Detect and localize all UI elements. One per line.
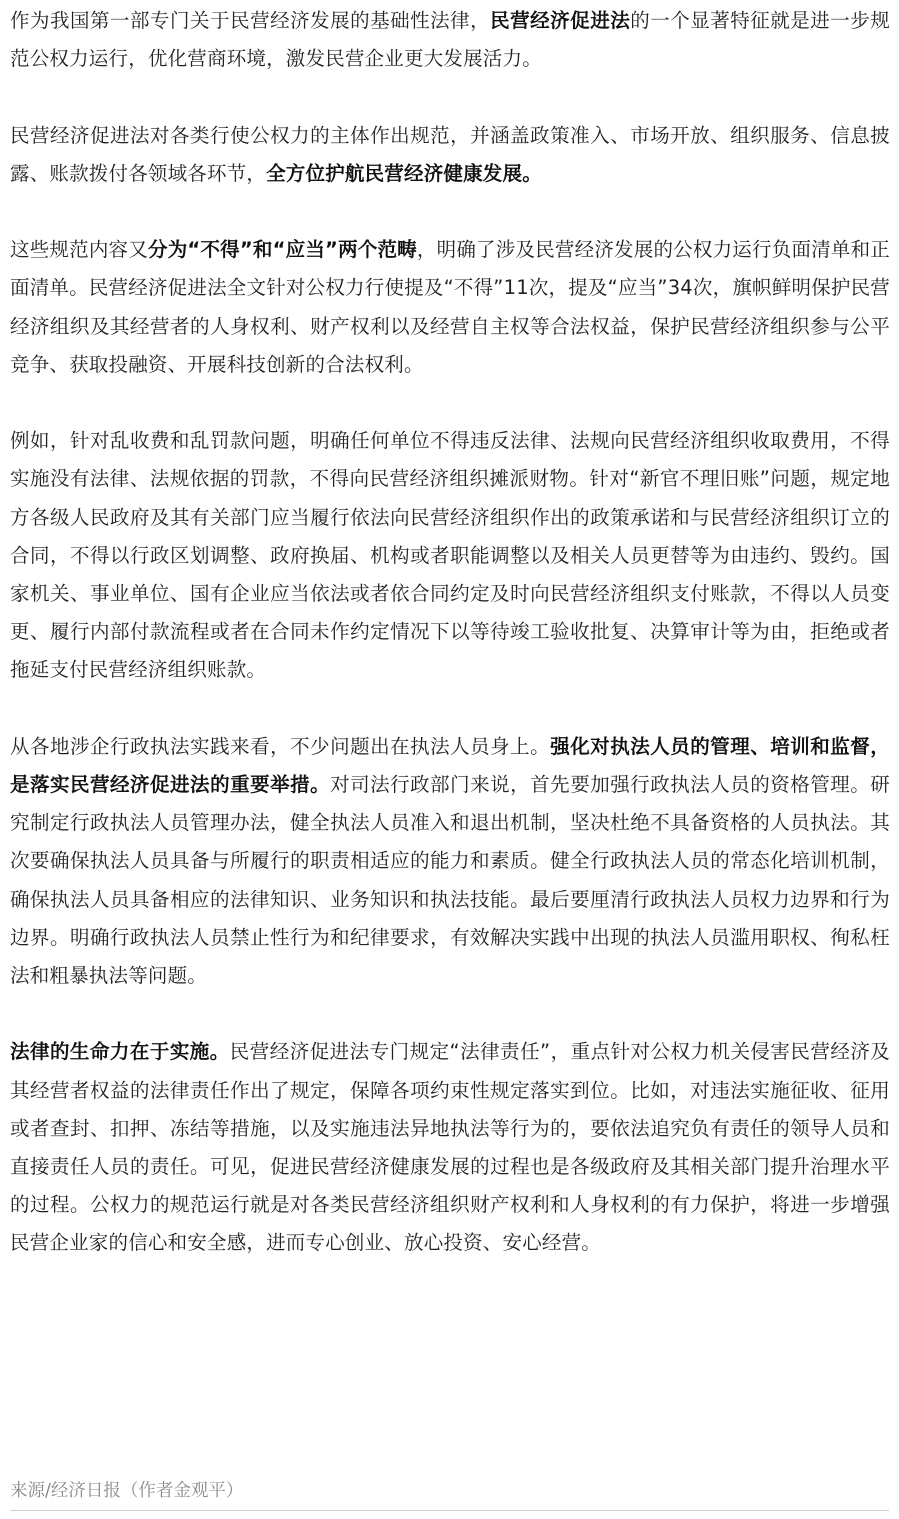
paragraph-4 — [10, 422, 890, 689]
paragraph-5-text-2: 对司法行政部门来说，首先要加强行政执法人员的资格管理。研究制定行政执法人员管理办法，健全执法人员准入和退出机制，坚决杜绝不具备资格的人员执法。其次要确保执法人员具备与所履行的职责相适应的能力和素质。健全行政执法人员的常态化培训机制，确保执法人员具备相应的法律知识、业务知识和执法技能。最后要厘清行政执法人员权力边界和行为边界。明确行政执法人员禁止性行为和纪律要求，有效解决实践中出现的执法人员滥用职权、徇私枉法和粗暴执法等问题。 — [10, 773, 890, 988]
paragraph-4-text-1: 例如，针对乱收费和乱罚款问题，明确任何单位不得违反法律、法规向民营经济组织收取费用，不得实施没有法律、法规依据的罚款，不得向民营经济组织摊派财物。针对“新官不理旧账”问题，规定地方各级人民政府及其有关部门应当履行依法向民营经济组织作出的政策承诺和与民营经济组织订立的合同，不得以行政区划调整、政府换届、机构或者职能调整以及相关人员更替等为由违约、毁约。国家机关、事业单位、国有企业应当依法或者依合同约定及时向民营经济组织支付账款，不得以人员变更、履行内部付款流程或者在合同未作约定情况下以等待竣工验收批复、决算审计等为由，拒绝或者拖延支付民营经济组织账款。 — [10, 429, 890, 682]
paragraph-5-text-1: 从各地涉企行政执法实践来看，不少问题出在执法人员身上。 — [10, 734, 551, 758]
paragraph-1-bold-1: 民营经济促进法 — [490, 9, 631, 32]
paragraph-5 — [10, 728, 890, 995]
paragraph-5-bold-1: 强化对执法人员的管理、培训和监督，是落实民营经济促进法的重要举措。 — [10, 734, 890, 796]
article-body — [10, 2, 890, 1301]
paragraph-3-bold-1: 分为“不得”和“应当”两个范畴 — [147, 238, 417, 262]
paragraph-1-text-2: 的一个显著特征就是进一步规范公权力运行，优化营商环境，激发民营企业更大发展活力。 — [10, 9, 890, 71]
paragraph-6 — [10, 1033, 890, 1262]
paragraph-2 — [10, 117, 890, 193]
paragraph-2-text-1: 民营经济促进法对各类行使公权力的主体作出规范，并涵盖政策准入、市场开放、组织服务、信息披露、账款拨付各领域各环节， — [10, 123, 890, 185]
paragraph-3 — [10, 231, 890, 384]
paragraph-3-text-1: 这些规范内容又 — [10, 238, 148, 262]
paragraph-2-bold-1: 全方位护航民营经济健康发展。 — [266, 161, 542, 185]
paragraph-1-text-1: 作为我国第一部专门关于民营经济发展的基础性法律， — [10, 9, 491, 32]
paragraph-1 — [10, 2, 890, 78]
paragraph-3-text-2: ，明确了涉及民营经济发展的公权力运行负面清单和正面清单。民营经济促进法全文针对公权力行使提及“不得”11次，提及“应当”34次，旗帜鲜明保护民营经济组织及其经营者的人身权利、财产权利以及经营自主权等合法权益，保护民营经济组织参与公平竞争、获取投融资、开展科技创新的合法权利。 — [10, 238, 890, 376]
paragraph-6-bold-1: 法律的生命力在于实施。 — [10, 1040, 230, 1064]
source-credit: 来源/经济日报（作者金观平） — [10, 1476, 889, 1511]
paragraph-6-text-1: 民营经济促进法专门规定“法律责任”，重点针对公权力机关侵害民营经济及其经营者权益的法律责任作出了规定，保障各项约束性规定落实到位。比如，对违法实施征收、征用或者查封、扣押、冻结等措施，以及实施违法异地执法等行为的，要依法追究负有责任的领导人员和直接责任人员的责任。可见，促进民营经济健康发展的过程也是各级政府及其相关部门提升治理水平的过程。公权力的规范运行就是对各类民营经济组织财产权利和人身权利的有力保护，将进一步增强民营企业家的信心和安全感，进而专心创业、放心投资、安心经营。 — [10, 1040, 890, 1255]
